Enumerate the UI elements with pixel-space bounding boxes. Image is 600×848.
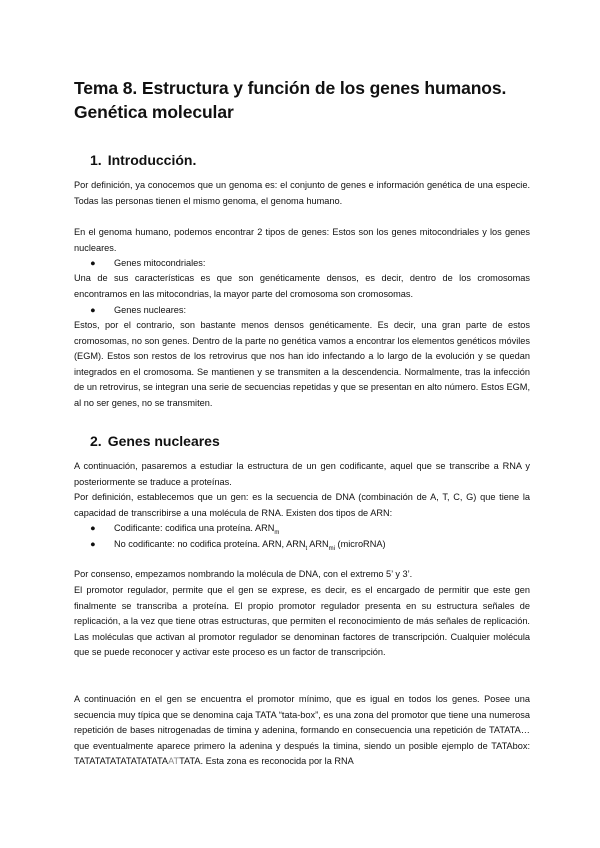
intro-paragraph-1: Por definición, ya conocemos que un genoma es: el conjunto de genes e información genética de una especie. Todas las personas tienen el mismo genoma, el genoma humano. xyxy=(74,180,530,206)
section-2-number: 2. xyxy=(90,433,102,449)
document-title: Tema 8. Estructura y función de los genes humanos. Genética molecular xyxy=(74,78,507,122)
bullet-nucleares: ● Genes nucleares: xyxy=(90,303,186,319)
section-2-title: Genes nucleares xyxy=(107,433,220,449)
section-1-heading xyxy=(90,151,196,169)
genes-paragraph-3: Por consenso, empezamos nombrando la molécula de DNA, con el extremo 5’ y 3’. xyxy=(74,569,413,579)
bullet-icon: ● xyxy=(90,258,96,268)
bullet-no-codificante: ● No codificante: no codifica proteína. ARN, $ARN_t$ $ARN_{mi}$ (microRNA) xyxy=(90,539,386,552)
nucleares-paragraph: Estos, por el contrario, son bastante menos densos genéticamente. Es decir, una gran parte de estos cromosomas, no son genes. Dentro de la parte no genética vamos a encontrar los elementos genéticos móviles (EGM). Estos son restos de los retrovirus que nos han ido infectando a lo largo de la evolución y se quedan integrados en el cromosoma. Se mantienen y se transmiten a la descendencia. Normalmente, tras la infección de un retrovirus, se integran una serie de secuencias repetidas y que se presentan en alto número. Estos EGM, al no ser genes, no se transmiten. xyxy=(74,320,530,408)
section-1-number: 1. xyxy=(90,152,102,168)
section-1-title: Introducción. xyxy=(107,152,197,168)
bullet-codificante: ● Codificante: codifica una proteína. $ARN_m$ xyxy=(90,523,280,536)
highlighted-sequence: AT xyxy=(168,756,180,767)
bullet-icon: ● xyxy=(90,523,96,533)
mitocondriales-paragraph: Una de sus características es que son genéticamente densos, es decir, dentro de los cromosomas encontramos en las mitocondrias, la mayor parte del cromosoma son cromosomas. xyxy=(74,273,530,299)
intro-paragraph-2: En el genoma humano, podemos encontrar 2 tipos de genes: Estos son los genes mitocondriales y los genes nucleares. xyxy=(74,227,530,253)
bullet-icon: ● xyxy=(90,539,96,549)
section-2-heading xyxy=(90,432,220,450)
bullet-icon: ● xyxy=(90,305,96,315)
genes-paragraph-2: Por definición, establecemos que un gen: es la secuencia de DNA (combinación de A, T, C, G) que tiene la capacidad de transcribirse a una molécula de RNA. Existen dos tipos de ARN: xyxy=(74,492,530,518)
promotor-regulador-paragraph: El promotor regulador, permite que el gen se exprese, es decir, es el encargado de permitir que este gen finalmente se transcriba a proteína. El propio promotor regulador presenta en su estructura señales de replicación, a la vez que tiene otras estructuras, que permiten el reconocimiento de más señales de replicación. Las moléculas que activan al promotor regulador se denominan factores de transcripción. Cualquier molécula que se puede reconocer y activar este proceso es un factor de transcripción. xyxy=(74,585,530,658)
bullet-mitocondriales: ● Genes mitocondriales: xyxy=(90,256,205,272)
promotor-minimo-paragraph: A continuación en el gen se encuentra el promotor mínimo, que es igual en todos los genes. Posee una secuencia muy típica que se denomina caja TATA “tata-box”, es una zona del promotor que tiene una numerosa repetición de bases nitrogenadas de timina y adenina, formando en consecuencia una repetición de TATATA… que eventualmente aparece primero la adenina y después la timina, siendo un posible ejemplo de TATAbox: TATATATATATATATATAATTATA. Esta zona es reconocida por la RNA xyxy=(74,694,530,767)
genes-paragraph-1: A continuación, pasaremos a estudiar la estructura de un gen codificante, aquel que se transcribe a RNA y posteriormente se traduce a proteínas. xyxy=(74,461,530,487)
